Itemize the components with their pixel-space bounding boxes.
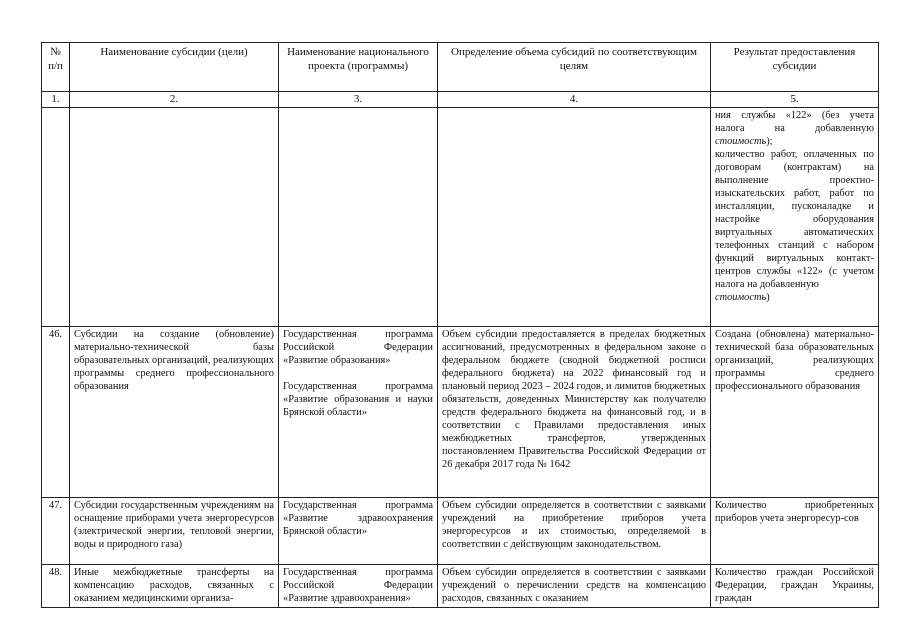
column-number-2: 2.: [70, 92, 279, 108]
column-number-5: 5.: [711, 92, 879, 108]
row-number: 48.: [42, 565, 70, 608]
header-number: № п/п: [42, 43, 70, 92]
header-result: Результат предоставления субсидии: [711, 43, 879, 92]
project-text: Государственная программа Российской Федерации «Развитие образования»: [283, 329, 433, 366]
project-text: Государственная программа «Развитие образования и науки Брянской области»: [283, 381, 433, 418]
header-row: [42, 43, 879, 92]
cell-empty: [42, 108, 70, 327]
cell-result: Создана (обновлена) материально-технической база образовательных организаций, реализующих программы среднего профессионального образования: [711, 327, 879, 498]
column-number-3: 3.: [279, 92, 438, 108]
subsidy-table: [41, 42, 879, 608]
cell-empty: [279, 108, 438, 327]
cell-subsidy-name: Субсидии государственным учреждениям на оснащение приборами учета энергоресурсов (электрической энергии, тепловой энергии, воды и природного газа): [70, 498, 279, 565]
table-row-47: [42, 498, 879, 565]
result-text-italic: стоимость: [715, 292, 767, 303]
cell-national-project: Государственная программа «Развитие здравоохранения Брянской области»: [279, 498, 438, 565]
cell-empty: [438, 108, 711, 327]
cell-subsidy-name: Иные межбюджетные трансферты на компенсацию расходов, связанных с оказанием медицинскими организа-: [70, 565, 279, 608]
cell-subsidy-name: Субсидии на создание (обновление) материально-технической базы образовательных организаций, реализующих программы среднего профессионального образования: [70, 327, 279, 498]
cell-national-project: [279, 327, 438, 498]
result-text: количество работ, оплаченных по договорам (контрактам) на выполнение проектно-изыскательских работ, работ по инсталляции, пусконаладке и настройке оборудования виртуальных автоматических телефонных станций с набором функций виртуальных контакт-центров службы «122» (с учетом налога на добавленную: [715, 149, 874, 290]
result-text: );: [766, 136, 773, 147]
column-number-1: 1.: [42, 92, 70, 108]
header-national-project: Наименование национального проекта (программы): [279, 43, 438, 92]
column-number-4: 4.: [438, 92, 711, 108]
table-row-48: [42, 565, 879, 608]
cell-volume-definition: Объем субсидии предоставляется в пределах бюджетных ассигнований, предусмотренных в федеральном законе о федеральном бюджете (сводной бюджетной росписи федерального бюджета) на 2022 финансовый год и плановый период 2023 – 2024 годов, и лимитов бюджетных обязательств, доведенных Министерству как получателю средств федерального бюджета на финансовый год, и в соответствии с Правилами предоставления иных межбюджетных трансфертов, утвержденных постановлением Правительства Российской Федерации от 26 декабря 2017 года № 1642: [438, 327, 711, 498]
cell-volume-definition: Объем субсидии определяется в соответствии с заявками учреждений на приобретение приборов учета энергоресурсов и их стоимостью, определяемой в соответствии с действующим законодательством.: [438, 498, 711, 565]
table-row-46: [42, 327, 879, 498]
table-row-continuation: [42, 108, 879, 327]
header-volume-definition: Определение объема субсидий по соответствующим целям: [438, 43, 711, 92]
result-text-italic: стоимость: [715, 136, 767, 147]
result-text: ния службы «122» (без учета налога на добавленную: [715, 110, 874, 134]
cell-national-project: Государственная программа Российской Федерации «Развитие здравоохранения»: [279, 565, 438, 608]
cell-result-continued: [711, 108, 879, 327]
paragraph-gap: [283, 367, 433, 380]
cell-volume-definition: Объем субсидии определяется в соответствии с заявками учреждений о перечислении средств на компенсацию расходов, связанных с оказанием: [438, 565, 711, 608]
row-number: 47.: [42, 498, 70, 565]
result-text: ): [766, 292, 770, 303]
row-number: 46.: [42, 327, 70, 498]
cell-empty: [70, 108, 279, 327]
cell-result: Количество граждан Российской Федерации, граждан Украины, граждан: [711, 565, 879, 608]
cell-result: Количество приобретенных приборов учета энергоресур-сов: [711, 498, 879, 565]
column-numbering-row: [42, 92, 879, 108]
header-subsidy-name: Наименование субсидии (цели): [70, 43, 279, 92]
